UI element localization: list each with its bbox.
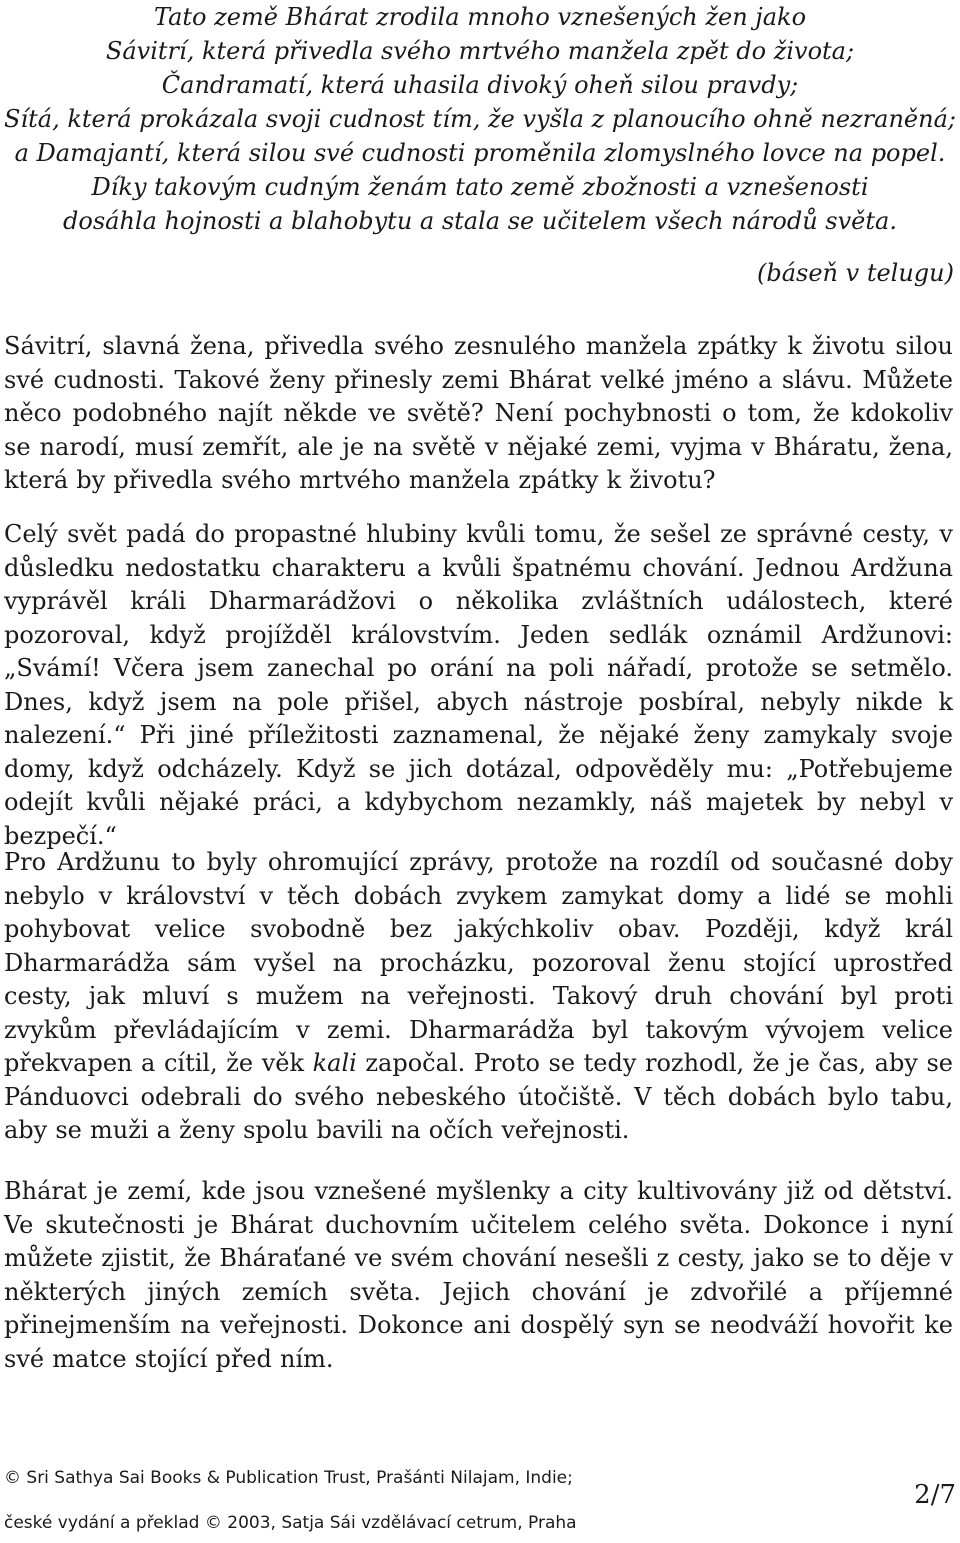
poem-line: dosáhla hojnosti a blahobytu a stala se učitelem všech národů světa.: [63, 207, 897, 235]
page-number: 2/7: [914, 1480, 956, 1510]
paragraph-1: Sávitrí, slavná žena, přivedla svého zesnulého manžela zpátky k životu silou své cudnosti. Takové ženy přinesly zemi Bhárat velké jméno a slávu. Můžete něco podobného najít někde ve světě? Není pochybnosti o tom, že kdokoliv se narodí, musí zemřít, ale je na světě v nějaké zemi, vyjma v Bháratu, žena, která by přivedla svého mrtvého manžela zpátky k životu?: [4, 332, 953, 494]
poem-line: Tato země Bhárat zrodila mnoho vznešených žen jako: [153, 3, 807, 31]
poem-line: Sítá, která prokázala svoji cudnost tím, že vyšla z planoucího ohně nezraněná;: [4, 105, 956, 133]
poem-line: Čandramatí, která uhasila divoký oheň silou pravdy;: [161, 71, 799, 99]
poem-attribution: (báseň v telugu): [757, 259, 954, 287]
copyright-line: © Sri Sathya Sai Books & Publication Trust, Prašánti Nilajam, Indie;: [4, 1468, 573, 1488]
edition-line: české vydání a překlad © 2003, Satja Sái vzdělávací cetrum, Praha: [4, 1513, 577, 1533]
poem-line: Sávitrí, která přivedla svého mrtvého manžela zpět do života;: [105, 37, 855, 65]
paragraph-3-text-b: započal. Proto se tedy rozhodl, že je čas, aby se Pánduovci odebrali do svého nebeského útočiště. V těch dobách bylo tabu, aby se muži a ženy spolu bavili na očích veřejnosti.: [4, 1049, 953, 1144]
paragraph-3: [4, 846, 953, 1148]
poem-line: Díky takovým cudným ženám tato země zbožnosti a vznešenosti: [91, 173, 869, 201]
kali-term: kali: [312, 1049, 357, 1077]
paragraph-3-text-a: Pro Ardžunu to byly ohromující zprávy, protože na rozdíl od současné doby nebylo v království v těch dobách zvykem zamykat domy a lidé se mohli pohybovat velice svobodně bez jakýchkoliv obav. Později, když král Dharmarádža sám vyšel na procházku, pozoroval ženu stojící uprostřed cesty, jak mluví s mužem na veřejnosti. Takový druh chování byl proti zvykům převládajícím v zemi. Dharmarádža byl takovým vývojem velice překvapen a cítil, že věk: [4, 848, 953, 1077]
poem-line: a Damajantí, která silou své cudnosti proměnila zlomyslného lovce na popel.: [14, 139, 946, 167]
paragraph-4: Bhárat je zemí, kde jsou vznešené myšlenky a city kultivovány již od dětství. Ve skutečnosti je Bhárat duchovním učitelem celého světa. Dokonce i nyní můžete zjistit, že Bháraťané ve svém chování nesešli z cesty, jako se to děje v některých jiných zemích světa. Jejich chování je zdvořilé a příjemné přinejmenším na veřejnosti. Dokonce ani dospělý syn se neodváží hovořit ke své matce stojící před ním.: [4, 1177, 953, 1373]
paragraph-2: Celý svět padá do propastné hlubiny kvůli tomu, že sešel ze správné cesty, v důsledku nedostatku charakteru a kvůli špatnému chování. Jednou Ardžuna vyprávěl králi Dharmarádžovi o několika zvláštních událostech, které pozoroval, když projížděl královstvím. Jeden sedlák oznámil Ardžunovi: „Svámí! Včera jsem zanechal po orání na poli nářadí, protože se setmělo. Dnes, když jsem na pole přišel, abych nástroje posbíral, nebyly nikde k nalezení.“ Při jiné příležitosti zaznamenal, že nějaké ženy zamykaly svoje domy, když odcházely. Když se jich dotázal, odpověděly mu: „Potřebujeme odejít kvůli nějaké práci, a kdybychom nezamkly, náš majetek by nebyl v bezpečí.“: [4, 520, 953, 850]
